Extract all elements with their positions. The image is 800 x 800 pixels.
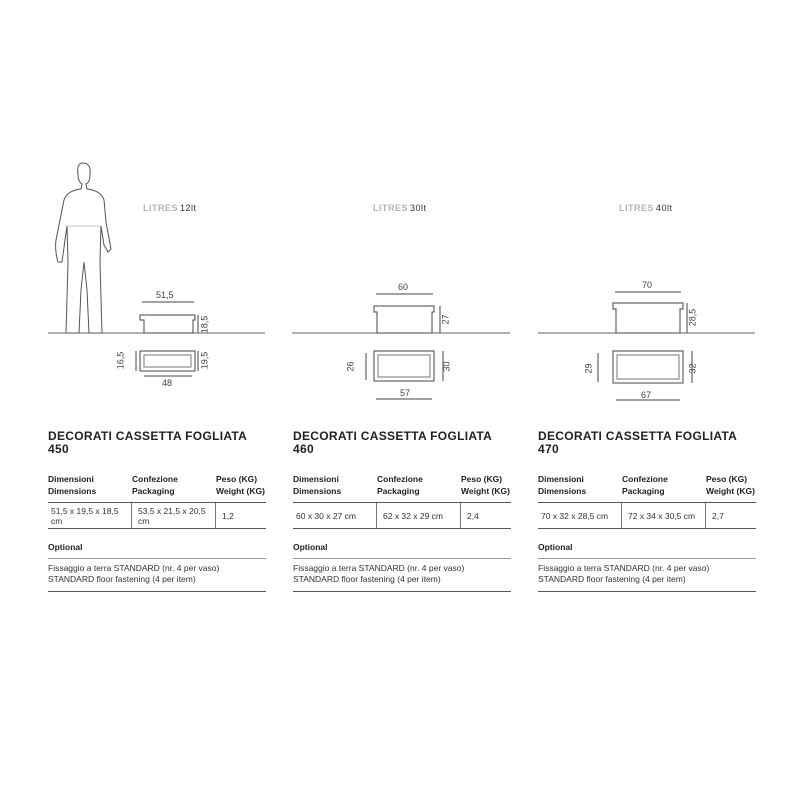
header-packaging-it: Confezione [132,474,178,484]
header-weight-it: Peso (KG) [461,474,503,484]
capacity-value: 12lt [180,203,197,213]
dimension-label-bottom-width: 48 [162,378,173,388]
optional-line-it: Fissaggio a terra STANDARD (nr. 4 per vaso) [293,563,465,573]
optional-line-en: STANDARD floor fastening (4 per item) [538,574,686,584]
dimension-label-bottom-width: 67 [641,390,652,400]
dimension-label-height: 27 [440,314,451,325]
optional-line-it: Fissaggio a terra STANDARD (nr. 4 per vaso) [48,563,220,573]
header-dimensions [48,473,132,497]
header-weight-en: Weight (KG) [461,486,510,496]
value-dimensions: 70 x 32 x 28,5 cm [538,503,622,528]
spec-table-header [538,473,756,502]
header-weight-it: Peso (KG) [706,474,748,484]
dimension-label-front-right: 30 [441,361,452,372]
capacity-value: 40lt [656,203,673,213]
planter-front-inner [617,355,679,379]
header-weight [461,473,511,497]
dimension-label-height: 18,5 [199,315,210,334]
value-packaging: 62 x 32 x 29 cm [377,503,461,528]
dimension-label-top-width: 60 [398,282,409,292]
header-dimensions-en: Dimensions [293,486,342,496]
header-packaging [622,473,706,497]
header-packaging [377,473,461,497]
product-card [48,430,266,592]
planter-side-view [374,306,434,333]
planter-front-view [140,351,195,371]
optional-details [48,558,266,592]
optional-details [538,558,756,592]
planter-side-view [140,315,195,333]
header-dimensions-it: Dimensioni [538,474,584,484]
header-packaging [132,473,216,497]
capacity-caption [143,203,197,213]
header-dimensions [293,473,377,497]
product-name: DECORATI CASSETTA FOGLIATA [48,429,248,443]
planter-front-view [613,351,683,383]
header-packaging-en: Packaging [132,486,175,496]
capacity-label: LITRES [619,203,655,213]
product-title [48,430,266,456]
header-weight-en: Weight (KG) [706,486,755,496]
human-scale-figure [56,163,111,333]
product-code: 460 [293,442,314,456]
product-card [293,430,511,592]
header-packaging-it: Confezione [622,474,668,484]
optional-label: Optional [293,542,328,552]
planter-side-view [613,303,683,333]
header-weight-en: Weight (KG) [216,486,265,496]
product-code: 470 [538,442,559,456]
optional-label: Optional [48,542,83,552]
spec-table-header [48,473,266,502]
header-packaging-it: Confezione [377,474,423,484]
product-code: 450 [48,442,69,456]
spec-table-header [293,473,511,502]
header-weight [706,473,756,497]
header-weight-it: Peso (KG) [216,474,258,484]
optional-label: Optional [538,542,573,552]
optional-line-it: Fissaggio a terra STANDARD (nr. 4 per vaso) [538,563,710,573]
dimension-label-front-left: 26 [345,361,356,372]
dimension-label-front-right: 32 [687,363,698,374]
value-weight: 2,4 [467,510,479,521]
spec-table-row [48,503,266,529]
header-dimensions-en: Dimensions [538,486,587,496]
dimension-label-front-left: 16,5 [115,351,126,370]
dimension-label-height: 28,5 [687,308,698,327]
header-dimensions [538,473,622,497]
dimension-label-top-width: 70 [642,280,653,290]
header-packaging-en: Packaging [377,486,420,496]
capacity-caption [619,203,673,213]
planter-front-inner [144,355,191,367]
product-card [538,430,756,592]
capacity-label: LITRES [373,203,409,213]
optional-line-en: STANDARD floor fastening (4 per item) [293,574,441,584]
capacity-label: LITRES [143,203,179,213]
product-title [538,430,756,456]
spec-table-row [293,503,511,529]
spec-table-row [538,503,756,529]
header-dimensions-it: Dimensioni [48,474,94,484]
dimension-label-bottom-width: 57 [400,388,411,398]
value-weight: 1,2 [222,510,234,521]
optional-line-en: STANDARD floor fastening (4 per item) [48,574,196,584]
dimension-label-top-width: 51,5 [156,290,174,300]
header-dimensions-it: Dimensioni [293,474,339,484]
product-name: DECORATI CASSETTA FOGLIATA [538,429,738,443]
dimension-label-front-right: 19,5 [199,351,210,370]
value-dimensions: 60 x 30 x 27 cm [293,503,377,528]
value-packaging: 72 x 34 x 30,5 cm [622,503,706,528]
dimension-label-front-left: 29 [583,363,594,374]
header-packaging-en: Packaging [622,486,665,496]
capacity-caption [373,203,427,213]
value-weight: 2,7 [712,510,724,521]
optional-details [293,558,511,592]
value-packaging: 53,5 x 21,5 x 20,5 cm [132,503,216,528]
capacity-value: 30lt [410,203,427,213]
value-dimensions: 51,5 x 19,5 x 18,5 cm [48,503,132,528]
product-name: DECORATI CASSETTA FOGLIATA [293,429,493,443]
planter-front-inner [378,355,430,377]
header-weight [216,473,266,497]
product-title [293,430,511,456]
header-dimensions-en: Dimensions [48,486,97,496]
